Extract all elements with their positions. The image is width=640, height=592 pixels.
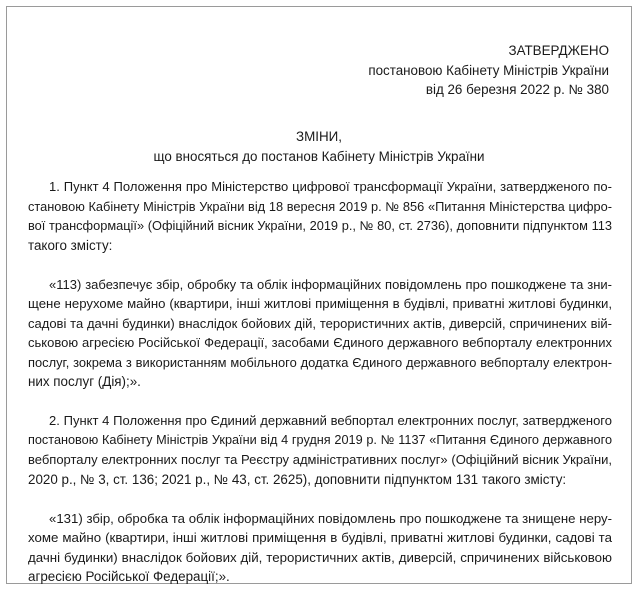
paragraph-2 [28, 275, 612, 392]
approval-line-2: постановою Кабінету Міністрів України [368, 62, 609, 78]
paragraph-line: «131) збір, обробка та облік інформаційних повідомлень про пошкоджене та знищене неру- [49, 510, 612, 526]
document-subtitle: що вносяться до постанов Кабінету Міністрів України [153, 148, 485, 164]
paragraph-line: вої трансформації» (Офіційний вісник України, 2019 р., № 80, ст. 2736), доповнити підпунктом 113 [28, 218, 612, 233]
paragraph-line: дачні будинки) внаслідок бойових дій, терористичних актів, диверсій, спричинених військовою [28, 549, 612, 565]
paragraph-line: щене нерухоме майно (квартири, інші житлові приміщення в будівлі, приватні житлові будинки, [28, 296, 612, 311]
document-body [28, 177, 612, 587]
paragraph-1 [28, 177, 612, 255]
paragraph-4 [28, 509, 612, 587]
paragraph-line: 2. Пункт 4 Положення про Єдиний державний вебпортал електронних послуг, затвердженого [49, 413, 612, 428]
paragraph-spacer [28, 392, 612, 412]
paragraph-line: них послуг (Дія);». [28, 374, 141, 389]
approval-line-3: від 26 березня 2022 р. № 380 [425, 82, 609, 97]
paragraph-line: становою Кабінету Міністрів України від 18 вересня 2019 р. № 856 «Питання Міністерства цифро- [28, 198, 612, 214]
paragraph-spacer [28, 489, 612, 509]
paragraph-line: ськовою агресією Російської Федерації, засобами Єдиного державного вебпорталу електронних [28, 335, 612, 350]
paragraph-line: садові та дачні будинки) внаслідок бойових дій, терористичних актів, диверсій, спричинених вій- [28, 315, 612, 331]
document-heading [7, 127, 631, 166]
paragraph-line: агресією Російської Федерації;». [28, 569, 230, 584]
paragraph-line: «113) забезпечує збір, обробку та облік інформаційних повідомлень про пошкоджене та зни- [49, 276, 612, 292]
paragraph-line: 1. Пункт 4 Положення про Міністерство цифрової трансформації України, затвердженого по- [49, 179, 612, 194]
paragraph-line: послуг, зокрема з використанням мобільного додатка Єдиного державного вебпорталу електрон- [28, 354, 612, 370]
approval-stamp [368, 41, 609, 100]
paragraph-line: 2020 р., № 3, ст. 136; 2021 р., № 43, ст. 2625), доповнити підпунктом 131 такого змісту: [28, 471, 567, 487]
paragraph-3 [28, 411, 612, 489]
paragraph-line: вебпорталу електронних послуг та Реєстру адміністративних послуг» (Офіційний вісник України, [28, 452, 612, 467]
document-title: ЗМІНИ, [296, 129, 342, 144]
paragraph-spacer [28, 255, 612, 275]
paragraph-line: постановою Кабінету Міністрів України від 4 грудня 2019 р. № 1137 «Питання Єдиного державного [28, 432, 612, 447]
paragraph-line: хоме майно (квартири, інші житлові приміщення в будівлі, приватні житлові будинки, садові та [28, 530, 612, 545]
approval-line-1: ЗАТВЕРДЖЕНО [508, 43, 609, 58]
document-page [6, 6, 632, 584]
paragraph-line: такого змісту: [28, 237, 113, 253]
